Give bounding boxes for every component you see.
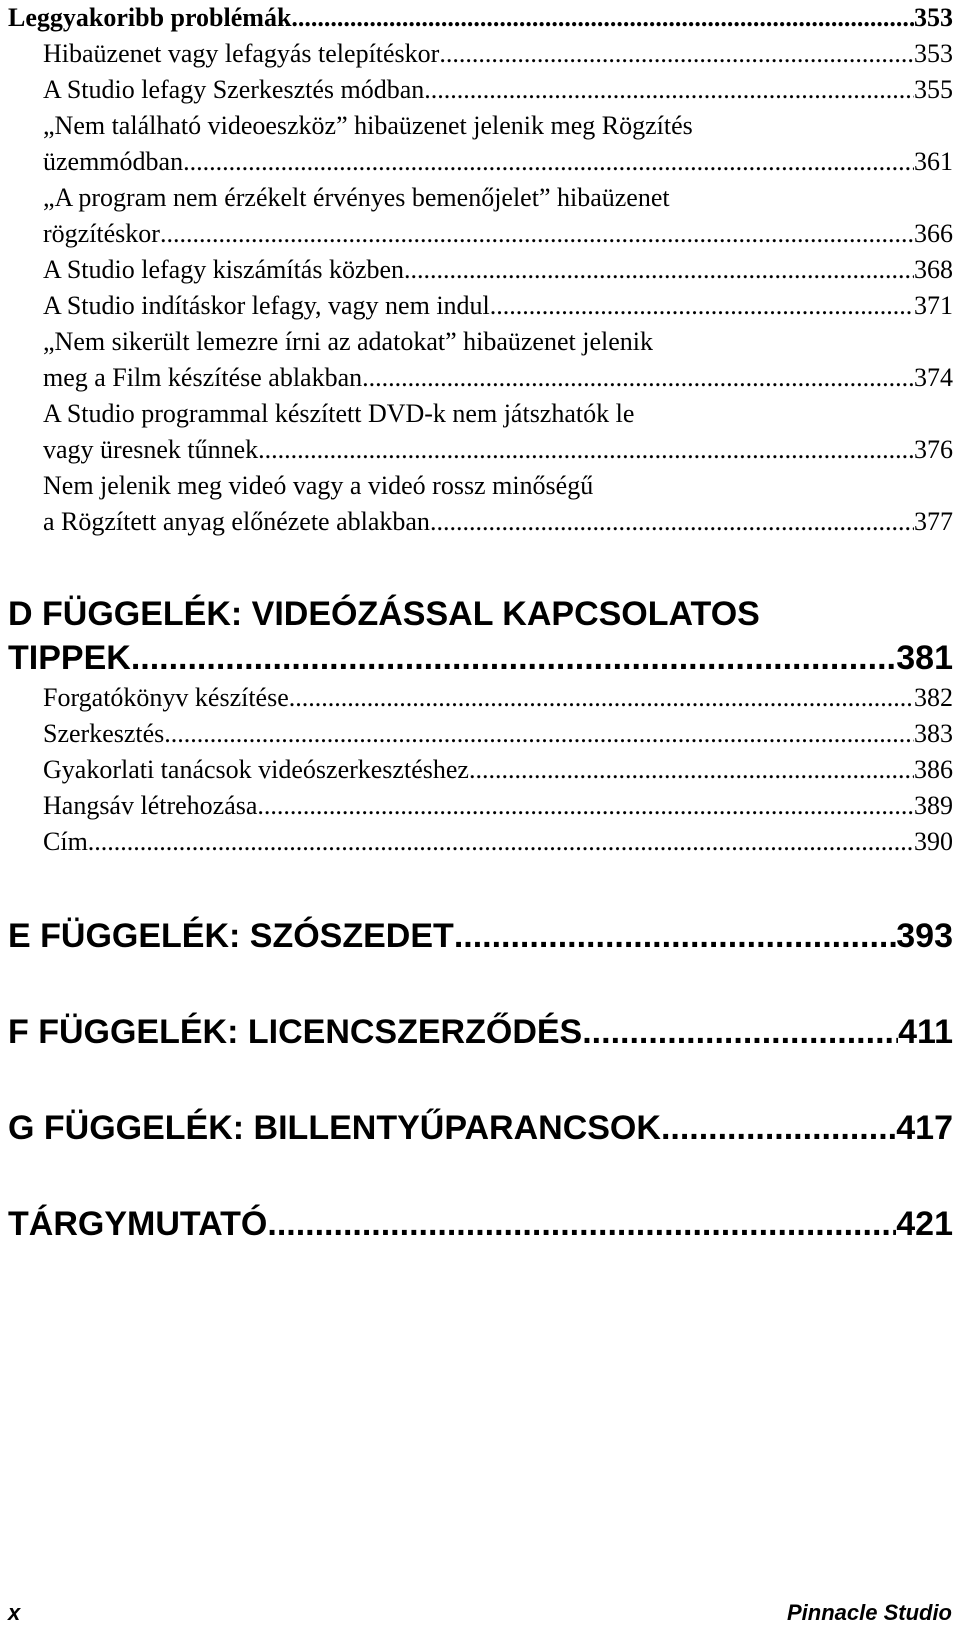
- toc-chapter-appendix-e[interactable]: E FÜGGELÉK: SZÓSZEDET ..... 393: [8, 914, 953, 958]
- toc-page-number: 353: [914, 3, 953, 32]
- toc-entry[interactable]: A Studio lefagy Szerkesztés módban ..... 355: [8, 72, 953, 108]
- toc-chapter-appendix-g[interactable]: G FÜGGELÉK: BILLENTYŰPARANCSOK ..... 417: [8, 1106, 953, 1150]
- toc-entry[interactable]: A Studio indításkor lefagy, vagy nem indul ..... 371: [8, 288, 953, 324]
- toc-entry[interactable]: Szerkesztés ..... 383: [8, 716, 953, 752]
- page-footer: [8, 1600, 952, 1626]
- toc-entry[interactable]: Gyakorlati tanácsok videószerkesztéshez ..... 386: [8, 752, 953, 788]
- toc-entry[interactable]: Cím ..... 390: [8, 824, 953, 860]
- toc-section-heading[interactable]: [8, 0, 953, 36]
- footer-page-label: x: [8, 1600, 21, 1625]
- toc-entry[interactable]: „Nem sikerült lemezre írni az adatokat” hibaüzenet jelenik meg a Film készítése ablakban ..... 374: [8, 324, 953, 396]
- toc-entry[interactable]: A Studio lefagy kiszámítás közben ..... 368: [8, 252, 953, 288]
- footer-product-name: Pinnacle Studio: [786, 1600, 952, 1625]
- toc-entry[interactable]: Nem jelenik meg videó vagy a videó rossz minőségű a Rögzített anyag előnézete ablakban ..... 377: [8, 468, 953, 540]
- toc-entry[interactable]: A Studio programmal készített DVD-k nem játszhatók le vagy üresnek tűnnek ..... 376: [8, 396, 953, 468]
- toc-entry[interactable]: „A program nem érzékelt érvényes bemenőjelet” hibaüzenet rögzítéskor ..... 366: [8, 180, 953, 252]
- toc-section-title: Leggyakoribb problémák: [8, 3, 292, 32]
- toc-chapter-index[interactable]: TÁRGYMUTATÓ ..... 421: [8, 1202, 953, 1246]
- toc-chapter-appendix-f[interactable]: F FÜGGELÉK: LICENCSZERZŐDÉS ..... 411: [8, 1010, 953, 1054]
- toc-chapter-appendix-d[interactable]: D FÜGGELÉK: VIDEÓZÁSSAL KAPCSOLATOS TIPPEK ..... 381: [8, 592, 953, 680]
- toc-entry[interactable]: Hibaüzenet vagy lefagyás telepítéskor ..... 353: [8, 36, 953, 72]
- toc-entry[interactable]: „Nem található videoeszköz” hibaüzenet jelenik meg Rögzítés üzemmódban ..... 361: [8, 108, 953, 180]
- table-of-contents: [8, 0, 953, 1246]
- toc-entry[interactable]: Forgatókönyv készítése ..... 382: [8, 680, 953, 716]
- toc-entry[interactable]: Hangsáv létrehozása ..... 389: [8, 788, 953, 824]
